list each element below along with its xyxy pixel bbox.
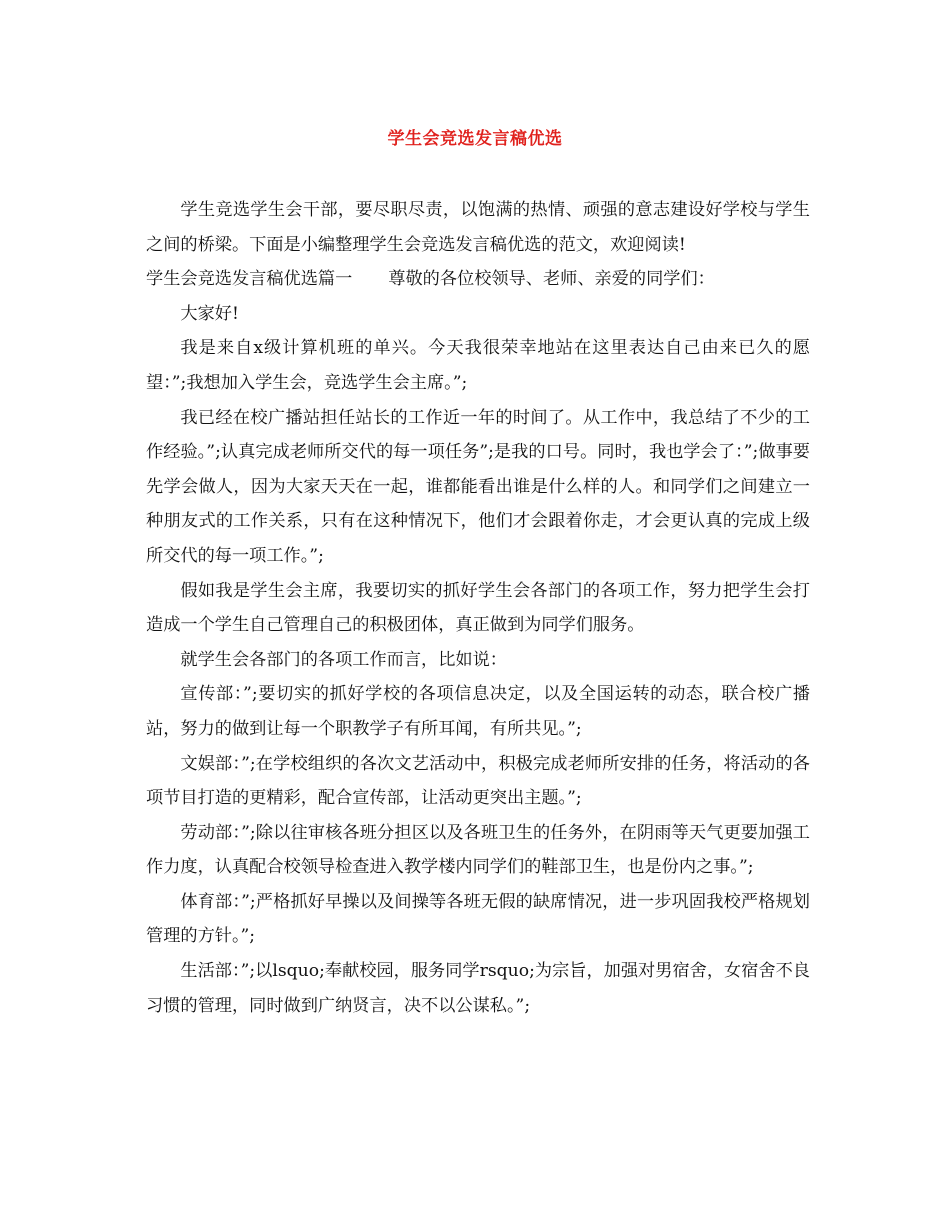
document-body <box>146 193 810 1023</box>
salutation: 尊敬的各位校领导、老师、亲爱的同学们： <box>388 269 715 290</box>
paragraph-sports-dept: 体育部：”;严格抓好早操以及间操等各班无假的缺席情况，进一步巩固我校严格规划管理的方针。”; <box>146 891 810 947</box>
paragraph-publicity-dept: 宣传部：”;要切实的抓好学校的各项信息决定，以及全国运转的动态，联合校广播站，努力的做到让每一个职教学子有所耳闻，有所共见。”; <box>146 684 810 739</box>
paragraph-introduction: 我是来自x级计算机班的单兴。今天我很荣幸地站在这里表达自己由来已久的愿望：”;我想加入学生会，竞选学生会主席。”; <box>146 338 810 393</box>
paragraph-plan: 假如我是学生会主席，我要切实的抓好学生会各部门的各项工作，努力把学生会打造成一个学生自己管理自己的积极团体，真正做到为同学们服务。 <box>146 580 810 636</box>
paragraph-departments-intro: 就学生会各部门的各项工作而言，比如说： <box>180 649 507 670</box>
paragraph-entertainment-dept: 文娱部：”;在学校组织的各次文艺活动中，积极完成老师所安排的任务，将活动的各项节目打造的更精彩，配合宣传部，让活动更突出主题。”; <box>146 753 810 809</box>
paragraph-life-dept: 生活部：”;以lsquo;奉献校园，服务同学rsquo;为宗旨，加强对男宿舍，女宿舍不良习惯的管理，同时做到广纳贤言，决不以公谋私。”; <box>146 961 810 1016</box>
section-heading: 学生会竞选发言稿优选篇一 <box>146 269 353 290</box>
paragraph-greeting: 大家好! <box>180 303 239 324</box>
document-title: 学生会竞选发言稿优选 <box>387 129 563 149</box>
section-heading-line <box>146 262 810 297</box>
intro-paragraph: 学生竞选学生会干部，要尽职尽责，以饱满的热情、顽强的意志建设好学校与学生之间的桥梁。下面是小编整理学生会竞选发言稿优选的范文，欢迎阅读! <box>146 200 810 255</box>
paragraph-experience: 我已经在校广播站担任站长的工作近一年的时间了。从工作中，我总结了不少的工作经验。”;认真完成老师所交代的每一项任务”;是我的口号。同时，我也学会了：”;做事要先学会做人，因为大家天天在一起，谁都能看出谁是什么样的人。和同学们之间建立一种朋友式的工作关系，只有在这种情况下，他们才会跟着你走，才会更认真的完成上级所交代的每一项工作。”; <box>146 407 810 566</box>
paragraph-labor-dept: 劳动部：”;除以往审核各班分担区以及各班卫生的任务外，在阴雨等天气更要加强工作力度，认真配合校领导检查进入教学楼内同学们的鞋部卫生，也是份内之事。”; <box>146 822 810 878</box>
